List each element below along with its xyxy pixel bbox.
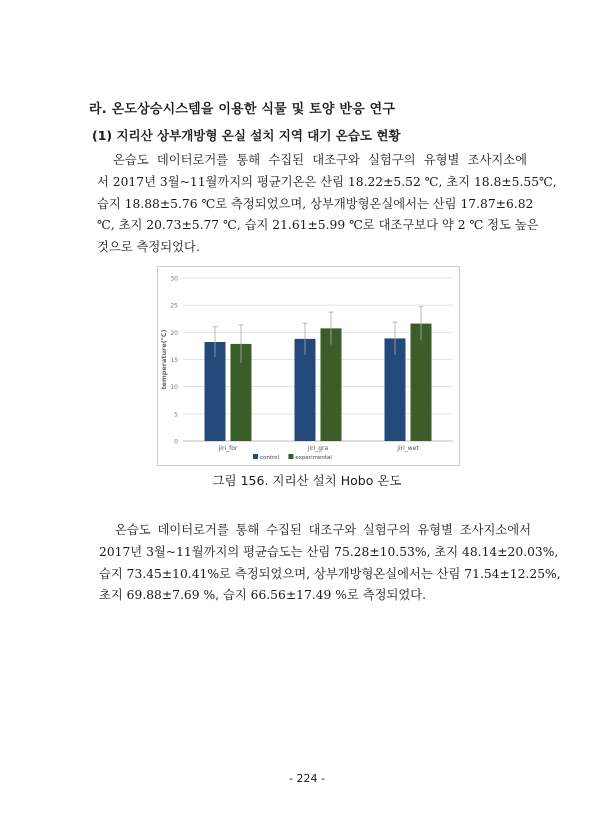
legend-label-control: control: [260, 455, 280, 461]
y-tick-label: 0: [174, 438, 178, 446]
bar-experimental: [411, 324, 432, 441]
subsection-heading: (1) 지리산 상부개방형 온실 설치 지역 대기 온습도 현황: [92, 128, 401, 143]
x-tick-label: jiri_wet: [397, 445, 419, 452]
figure-hobo-temperature-chart: [157, 266, 460, 466]
legend-swatch-experimental: [288, 454, 293, 459]
x-tick-label: jiri_gra: [307, 445, 329, 452]
paragraph-line: 습지 18.88±5.76 ℃로 측정되었으며, 상부개방형온실에서는 산림 17.87±6.82: [97, 196, 534, 211]
paragraph-line: 2017년 3월~11월까지의 평균습도는 산림 75.28±10.53%, 초지 48.14±20.03%,: [99, 544, 559, 559]
y-tick-label: 30: [170, 275, 178, 283]
y-tick-label: 5: [174, 411, 178, 419]
y-tick-label: 10: [170, 384, 178, 392]
paragraph-line: 온습도 데이터로거를 통해 수집된 대조구와 실험구의 유형별 조사지소에서: [115, 523, 531, 537]
paragraph-line: 것으로 측정되었다.: [97, 240, 200, 255]
y-axis-label: temperature(℃): [160, 329, 168, 390]
legend-label-experimental: experimental: [295, 455, 332, 461]
bar-experimental: [321, 328, 342, 441]
paragraph-temperature: [97, 150, 557, 259]
section-heading: 라. 온도상승시스템을 이용한 식물 및 토양 반응 연구: [89, 102, 396, 117]
paragraph-line: 초지 69.88±7.69 %, 습지 66.56±17.49 %로 측정되었다.: [99, 588, 427, 603]
figure-caption: 그림 156. 지리산 설치 Hobo 온도: [212, 473, 402, 488]
paragraph-line: 습지 73.45±10.41%로 측정되었으며, 상부개방형온실에서는 산림 71.54±12.25%,: [99, 566, 561, 581]
paragraph-line: 온습도 데이터로거를 통해 수집된 대조구와 실험구의 유형별 조사지소에: [113, 153, 527, 167]
y-tick-label: 25: [170, 302, 178, 310]
x-tick-label: jiri_for: [218, 445, 238, 452]
page-number: - 224 -: [289, 772, 325, 785]
legend-swatch-control: [253, 454, 258, 459]
paragraph-line: ℃, 초지 20.73±5.77 ℃, 습지 21.61±5.99 ℃로 대조구보다 약 2 ℃ 정도 높은: [97, 218, 539, 233]
y-tick-label: 20: [170, 329, 178, 337]
bar-chart: [157, 266, 460, 466]
paragraph-line: 서 2017년 3월~11월까지의 평균기온은 산림 18.22±5.52 ℃, 초지 18.8±5.55℃,: [97, 174, 557, 189]
y-tick-label: 15: [170, 357, 178, 364]
paragraph-humidity: [99, 520, 561, 607]
